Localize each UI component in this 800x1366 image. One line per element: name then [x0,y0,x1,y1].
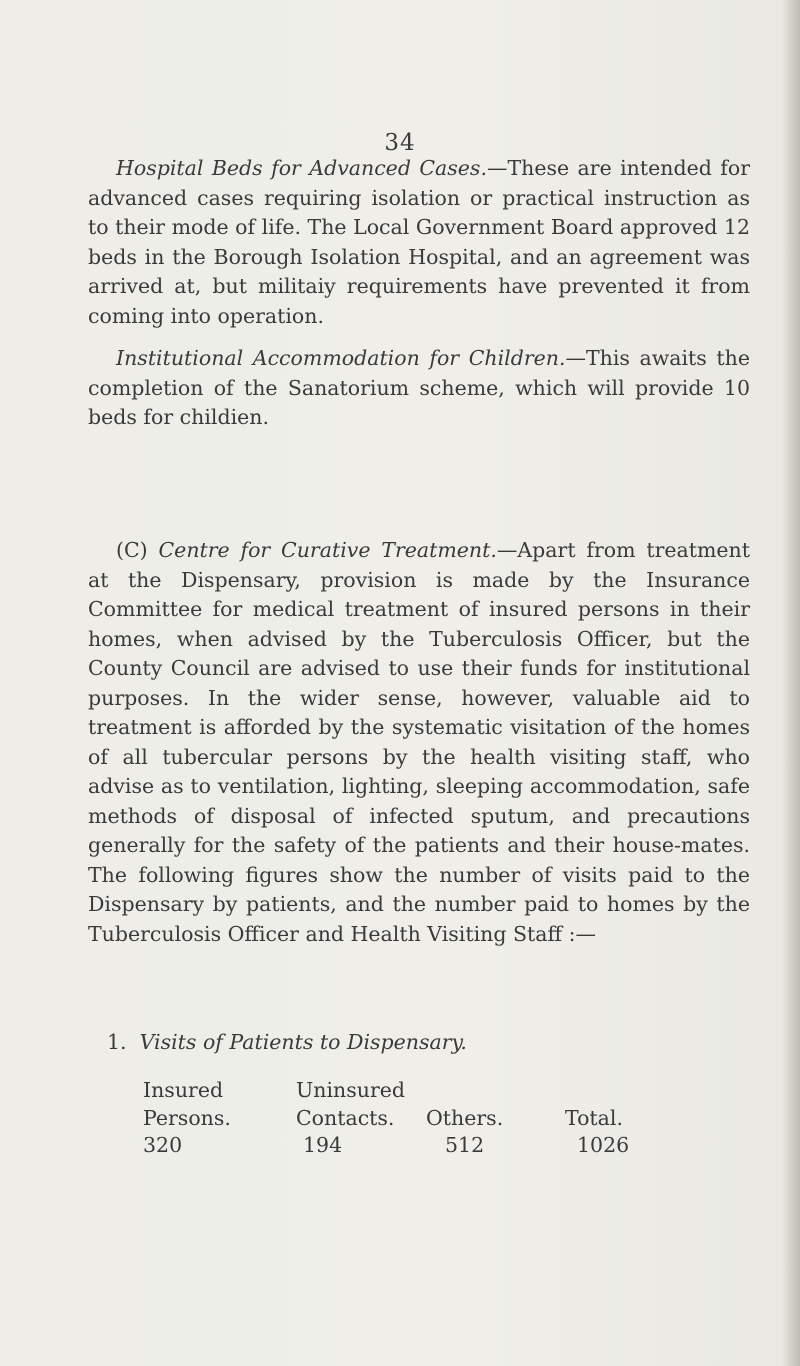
value-contacts: 194 [303,1133,343,1157]
paragraph-lead: Centre for Curative Treatment. [158,538,497,562]
paragraph-body: —Apart from treatment at the Dispensary, provision is made by the Insurance Committee for medical treatment of insured persons in their homes, when advised by the Tuberculosis Officer, but the County Council are advised to use their funds for institutional purposes. In the wider sense, however, valuable aid to treatment is afforded by the systematic visitation of the homes of all tubercular persons by the health visiting staff, who advise as to ventilation, lighting, sleeping accommodation, safe methods of disposal of infected sputum, and precautions generally for the safety of the patients and their house-mates. The following figures show the number of visits paid to the Dispensary by patients, and the number paid to homes by the Tuberculosis Officer and Health Visiting Staff :— [88,538,750,946]
header-uninsured-group: Uninsured [296,1078,406,1102]
header-others: Others. [426,1106,504,1130]
section-heading [107,1030,467,1054]
header-insured-line2: Persons. [143,1106,231,1130]
paragraph-hospital-beds [88,154,750,331]
header-total: Total. [565,1106,623,1130]
paragraph-institutional-accommodation [88,344,750,433]
value-others: 512 [445,1133,485,1157]
page-edge-shadow [782,0,800,1366]
section-number: 1. [107,1030,127,1054]
page-number: 34 [384,130,416,156]
paragraph-prefix: (C) [116,538,159,562]
paragraph-body: —These are intended for advanced cases requiring isolation or practical instruction as to their mode of life. The Local Government Board approved 12 beds in the Borough Isolation Hospital, and an agreement was arrived at, but militaiy requirements have prevented it from coming into operation. [88,156,750,328]
paragraph-curative-treatment [88,536,750,949]
section-title: Visits of Patients to Dispensary. [139,1030,467,1054]
paragraph-lead: Hospital Beds for Advanced Cases. [116,156,487,180]
paragraph-body: —This awaits the completion of the Sanatorium scheme, which will provide 10 beds for childien. [88,346,750,429]
header-contacts: Contacts. [296,1106,395,1130]
paragraph-lead: Institutional Accommodation for Children. [116,346,566,370]
value-total: 1026 [577,1133,630,1157]
value-insured: 320 [143,1133,183,1157]
header-insured-line1: Insured [143,1078,224,1102]
